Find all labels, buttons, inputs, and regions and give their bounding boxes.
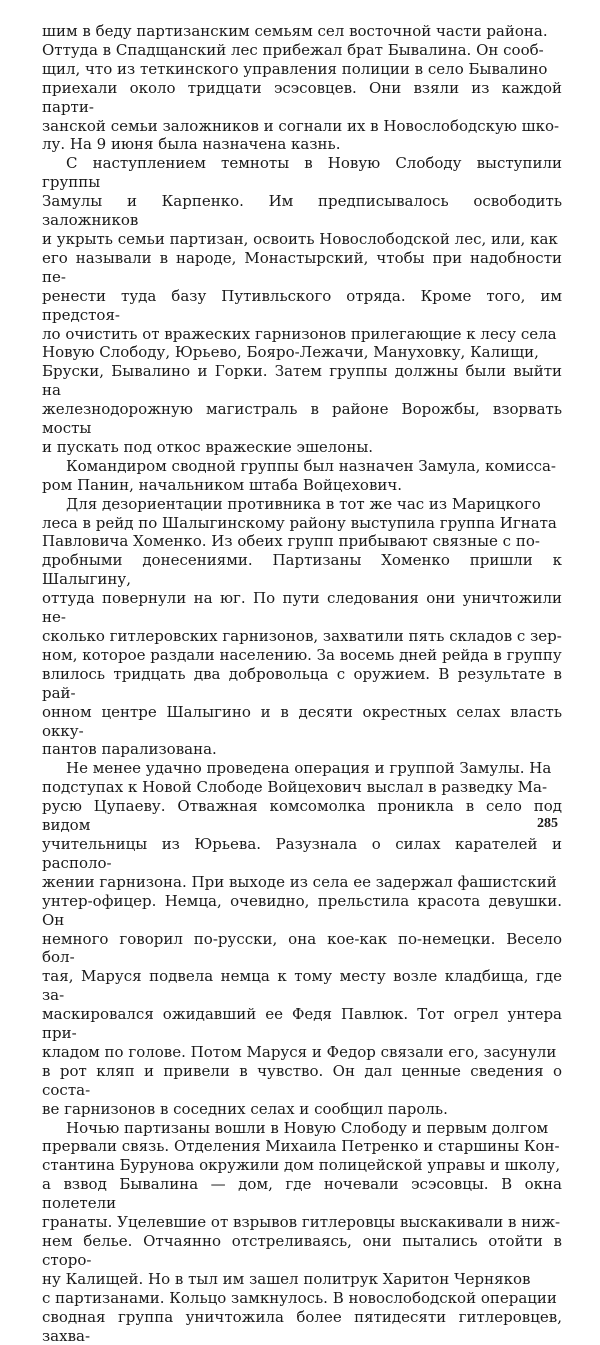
paragraph: Командиром сводной группы был назначен Замула, комисса- ром Панин, начальником штаба Войцехович.	[42, 456, 557, 494]
paragraph: Не менее удачно проведена операция и группой Замулы. На подступах к Новой Слободе Войцехович выслал в разведку Ма- русю Цупаеву. Отважная комсомолка проникла в село под видом учительницы из Юрьева. Разузнала о силах карателей и располо- жении гарнизона. При выходе из села ее задержал фашистский унтер-офицер. Немца, очевидно, прельстила красота девушки. Он немного говорил по-русски, она кое-как по-немецки. Весело бол- тая, Маруся подвела немца к тому месту возле кладбища, где за- маскировался ожидавший ее Федя Павлюк. Тот огрел унтера при- кладом по голове. Потом Маруся и Федор связали его, засунули в рот кляп и привели в чувство. Он дал ценные сведения о соста- ве гарнизонов в соседних селах и сообщил пароль.	[42, 759, 562, 1118]
paragraph: шим в беду партизанским семьям сел восточной части района. Оттуда в Спадщанский лес прибежал брат Бывалина. Он сооб- щил, что из теткинского управления полиции в село Бывалино приехали около тридцати эсэсовцев. Они взяли из каждой парти- занской семьи заложников и согнали их в Новослободскую шко- лу. На 9 июня была назначена казнь.	[42, 22, 562, 154]
book-page	[42, 22, 562, 1345]
paragraph: Для дезориентации противника в тот же час из Марицкого леса в рейд по Шалыгинскому району выступила группа Игната Павловича Хоменко. Из обеих групп прибывают связные с по- дробными донесениями. Партизаны Хоменко пришли к Шалыгину, оттуда повернули на юг. По пути следования они уничтожили не- сколько гитлеровских гарнизонов, захватили пять складов с зер- ном, которое раздали населению. За восемь дней рейда в группу влилось тридцать два добровольца с оружием. В результате в рай- онном центре Шалыгино и в десяти окрестных селах власть окку- пантов парализована.	[42, 494, 562, 759]
paragraph: С наступлением темноты в Новую Слободу выступили группы Замулы и Карпенко. Им предписывалось освободить заложников и укрыть семьи партизан, освоить Новослободской лес, или, как его называли в народе, Монастырский, чтобы при надобности пе- ренести туда базу Путивльского отряда. Кроме того, им предстоя- ло очистить от вражеских гарнизонов прилегающие к лесу села Новую Слободу, Юрьево, Бояро-Лежачи, Мануховку, Калищи, Бруски, Бывалино и Горки. Затем группы должны были выйти на железнодорожную магистраль в районе Ворожбы, взорвать мосты и пускать под откос вражеские эшелоны.	[42, 154, 562, 456]
page-number: 285	[537, 816, 558, 831]
paragraph: Ночью партизаны вошли в Новую Слободу и первым долгом прервали связь. Отделения Михаила Петренко и старшины Кон- стантина Бурунова окружили дом полицейской управы и школу, а взвод Бывалина — дом, где ночевали эсэсовцы. В окна полетели гранаты. Уцелевшие от взрывов гитлеровцы выскакивали в ниж- нем белье. Отчаянно отстреливаясь, они пытались отойти в сторо- ну Калищей. Но в тыл им зашел политрук Харитон Черняков с партизанами. Кольцо замкнулось. В новослободской операции сводная группа уничтожила более пятидесяти гитлеровцев, захва-	[42, 1118, 562, 1345]
